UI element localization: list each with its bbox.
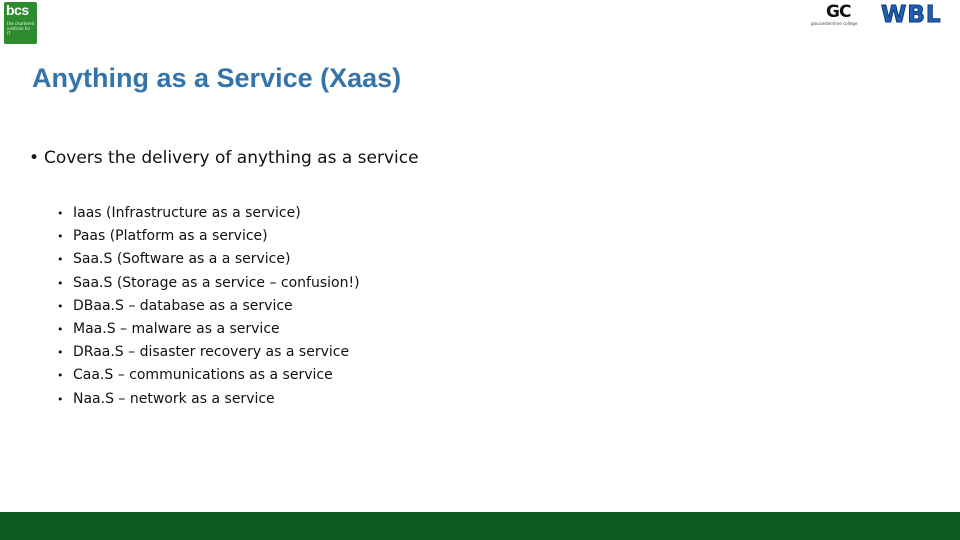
bullet-marker: •	[57, 322, 64, 336]
list-item-text: Maa.S – malware as a service	[73, 320, 280, 337]
footer-bar	[0, 512, 960, 540]
list-item	[57, 364, 360, 387]
main-bullet	[29, 148, 419, 168]
wbl-logo: WBL	[881, 2, 942, 28]
bullet-marker: •	[57, 346, 64, 360]
list-item	[57, 202, 360, 225]
bullet-marker: •	[57, 230, 64, 244]
sub-bullet-list	[57, 202, 360, 411]
list-item-text: Saa.S (Software as a a service)	[73, 251, 291, 268]
bullet-marker: •	[57, 207, 64, 220]
list-item-text: DBaa.S – database as a service	[73, 297, 293, 314]
bullet-marker: •	[29, 148, 40, 168]
gc-logo-mark: GC	[826, 2, 851, 22]
gc-logo-subtitle: gloucestershire college	[811, 21, 858, 26]
list-item-text: Paas (Platform as a service)	[73, 228, 268, 245]
list-item-text: DRaa.S – disaster recovery as a service	[73, 344, 350, 361]
list-item	[57, 341, 360, 364]
list-item-text: Iaas (Infrastructure as a service)	[73, 205, 301, 221]
bullet-marker: •	[57, 253, 64, 267]
list-item	[57, 248, 360, 271]
bullet-marker: •	[57, 276, 64, 290]
list-item-text: Saa.S (Storage as a service – confusion!)	[73, 274, 360, 291]
bcs-logo-text: bcs	[6, 2, 29, 18]
bcs-logo	[4, 2, 37, 44]
list-item-text: Caa.S – communications as a service	[73, 367, 333, 384]
slide-title: Anything as a Service (Xaas)	[32, 63, 402, 93]
list-item-text: Naa.S – network as a service	[73, 390, 275, 407]
list-item	[57, 295, 360, 318]
bullet-marker: •	[57, 299, 64, 313]
list-item	[57, 318, 360, 341]
list-item	[57, 272, 360, 295]
gc-logo	[808, 2, 876, 28]
bcs-logo-tagline: the chartered institute for IT	[7, 21, 35, 36]
list-item	[57, 388, 360, 411]
bullet-marker: •	[57, 369, 64, 383]
bullet-marker: •	[57, 392, 64, 406]
main-bullet-text: Covers the delivery of anything as a service	[44, 148, 419, 168]
list-item	[57, 225, 360, 248]
